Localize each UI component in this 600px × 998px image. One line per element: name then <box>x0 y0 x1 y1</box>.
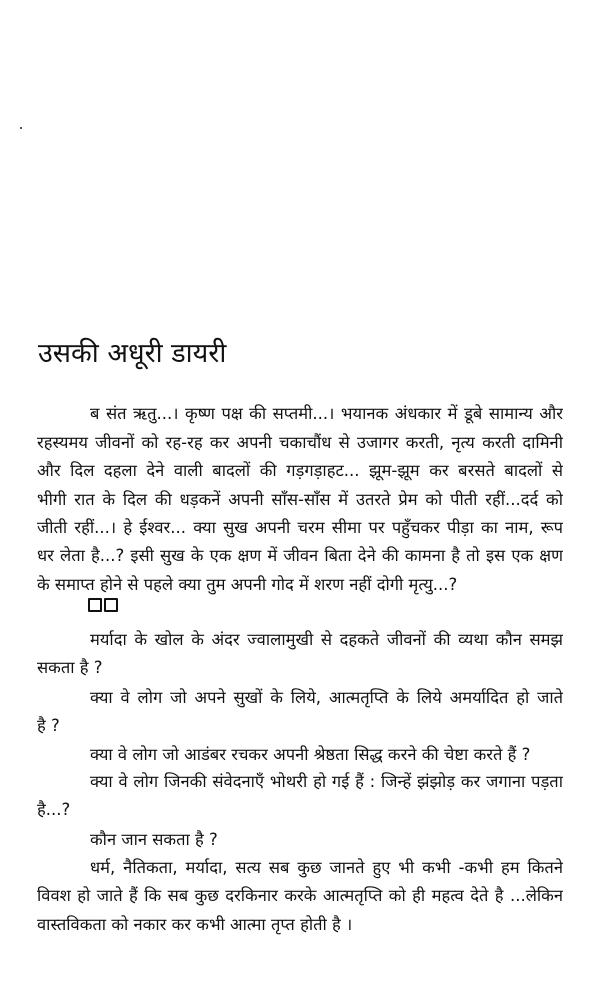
text-line: सकता है ? <box>37 658 103 677</box>
text-line: क्या वे लोग जो अपने सुखों के लिये, आत्मतृप्ति के लिये अमर्यादित हो जाते <box>90 688 563 707</box>
text-line: है ? <box>37 716 60 735</box>
box-ornament-icon <box>88 598 102 612</box>
box-ornament-icon <box>104 598 118 612</box>
text-line: भीगी रात के दिल की धड़कनें अपनी साँस-साँस में उतरते प्रेम को पीती रहीं...दर्द को <box>37 490 563 509</box>
text-line: मर्यादा के खोल के अंदर ज्वालामुखी से दहकते जीवनों की व्यथा कौन समझ <box>90 630 563 649</box>
page-title: उसकी अधूरी डायरी <box>38 338 227 369</box>
text-line: क्या वे लोग जिनकी संवेदनाएँ भोथरी हो गई हैं : जिन्हें झंझोड़ कर जगाना पड़ता <box>90 772 563 791</box>
text-line: कौन जान सकता है ? <box>90 830 218 849</box>
text-line: और दिल दहला देने वाली बादलों की गड़गड़ाहट... झूम-झूम कर बरसते बादलों से <box>37 461 563 480</box>
text-line: धर लेता है...? इसी सुख के एक क्षण में जीवन बिता देने की कामना है तो इस एक क्षण <box>37 546 563 565</box>
text-line: के समाप्त होने से पहले क्या तुम अपनी गोद में शरण नहीं दोगी मृत्यु...? <box>37 575 458 594</box>
text-line: ब संत ऋतु...। कृष्ण पक्ष की सप्तमी...। भयानक अंधकार में डूबे सामान्य और <box>90 404 563 423</box>
text-line: विवश हो जाते हैं कि सब कुछ दरकिनार करके आत्मतृप्ति को ही महत्व देते है ...लेकिन <box>37 886 563 905</box>
text-line: जीती रहीं...। हे ईश्वर... क्या सुख अपनी चरम सीमा पर पहुँचकर पीड़ा का नाम, रूप <box>37 518 563 537</box>
section-separator <box>88 598 118 612</box>
text-line: धर्म, नैतिकता, मर्यादा, सत्य सब कुछ जानते हुए भी कभी -कभी हम कितने <box>90 858 563 877</box>
text-line: वास्तविकता को नकार कर कभी आत्मा तृप्त होती है । <box>37 915 353 934</box>
text-line: रहस्यमय जीवनों को रह-रह कर अपनी चकाचौंध से उजागर करती, नृत्य करती दामिनी <box>37 433 563 452</box>
text-line: क्या वे लोग जो आडंबर रचकर अपनी श्रेष्ठता सिद्ध करने की चेष्टा करते हैं ? <box>90 745 531 764</box>
scan-speck <box>20 127 22 129</box>
text-line: है...? <box>37 800 71 819</box>
